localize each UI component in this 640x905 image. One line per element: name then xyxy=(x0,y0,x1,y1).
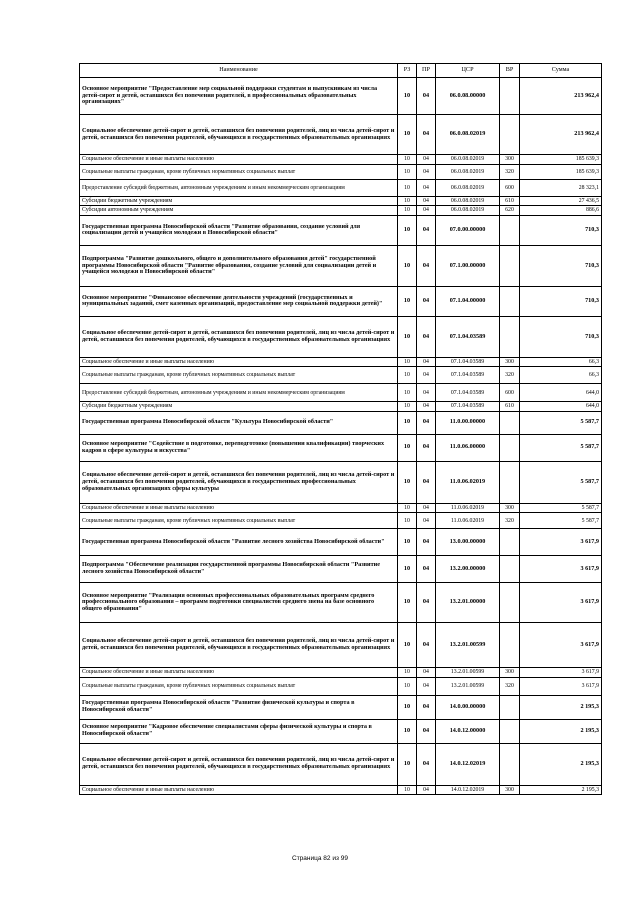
cell-rz: 10 xyxy=(398,556,417,583)
cell-vr: 300 xyxy=(500,503,520,512)
cell-vr: 320 xyxy=(500,367,520,384)
cell-sum: 3 617,9 xyxy=(520,556,602,583)
cell-rz: 10 xyxy=(398,529,417,556)
cell-sum: 66,3 xyxy=(520,357,602,366)
cell-rz: 10 xyxy=(398,719,417,743)
table-row xyxy=(80,115,602,155)
table-header-row xyxy=(80,64,602,78)
cell-pr: 04 xyxy=(417,180,436,197)
cell-csr: 14.0.00.00000 xyxy=(436,695,500,719)
cell-csr: 14.0.12.02019 xyxy=(436,785,500,794)
cell-vr xyxy=(500,695,520,719)
cell-csr: 06.0.08.02019 xyxy=(436,197,500,206)
budget-table xyxy=(79,63,602,795)
cell-rz: 10 xyxy=(398,357,417,366)
cell-rz: 10 xyxy=(398,503,417,512)
cell-vr xyxy=(500,623,520,668)
cell-csr: 13.2.01.00000 xyxy=(436,583,500,623)
cell-name: Основное мероприятие "Финансовое обеспечение деятельности учреждений (государственных и муниципальных заданий, смет казенных организаций, предоставление мер социальной поддержки детей)" xyxy=(80,286,398,316)
cell-name: Субсидии бюджетным учреждениям xyxy=(80,402,398,411)
cell-name: Государственная программа Новосибирской области "Развитие физической культуры и спорта в Новосибирской области" xyxy=(80,695,398,719)
cell-rz: 10 xyxy=(398,78,417,115)
cell-name: Основное мероприятие "Содействие в подготовке, переподготовке (повышении квалификации) творческих кадров в сфере культуры и искусства" xyxy=(80,434,398,461)
table-row xyxy=(80,503,602,512)
cell-rz: 10 xyxy=(398,513,417,529)
cell-name: Подпрограмма "Обеспечение реализации государственной программы Новосибирской области "Развитие лесного хозяйства Новосибирской области" xyxy=(80,556,398,583)
cell-csr: 13.2.01.00599 xyxy=(436,668,500,677)
cell-pr: 04 xyxy=(417,367,436,384)
cell-sum: 5 587,7 xyxy=(520,461,602,503)
cell-sum: 5 587,7 xyxy=(520,434,602,461)
cell-name: Социальное обеспечение детей-сирот и детей, оставшихся без попечения родителей, лиц из числа детей-сирот и детей, оставшихся без попечения родителей, обучающихся в государственных образовательных организациях xyxy=(80,623,398,668)
cell-vr: 610 xyxy=(500,402,520,411)
cell-pr: 04 xyxy=(417,668,436,677)
cell-name: Социальное обеспечение детей-сирот и детей, оставшихся без попечения родителей, лиц из числа детей-сирот и детей, оставшихся без попечения родителей, обучающихся в государственных образовательных организациях xyxy=(80,743,398,785)
cell-csr: 11.0.00.00000 xyxy=(436,411,500,434)
column-header-sum: Сумма xyxy=(520,64,602,78)
cell-pr: 04 xyxy=(417,215,436,245)
cell-name: Социальные выплаты гражданам, кроме публичных нормативных социальных выплат xyxy=(80,367,398,384)
table-row xyxy=(80,155,602,165)
cell-sum: 886,6 xyxy=(520,206,602,215)
cell-pr: 04 xyxy=(417,583,436,623)
cell-rz: 10 xyxy=(398,434,417,461)
cell-rz: 10 xyxy=(398,215,417,245)
cell-vr xyxy=(500,461,520,503)
cell-csr: 06.0.08.02019 xyxy=(436,206,500,215)
cell-name: Социальное обеспечение и иные выплаты населению xyxy=(80,503,398,512)
cell-vr xyxy=(500,743,520,785)
cell-csr: 06.0.08.02019 xyxy=(436,155,500,165)
cell-pr: 04 xyxy=(417,197,436,206)
cell-sum: 3 617,9 xyxy=(520,668,602,677)
cell-pr: 04 xyxy=(417,115,436,155)
cell-sum: 710,3 xyxy=(520,286,602,316)
table-row xyxy=(80,215,602,245)
cell-vr: 300 xyxy=(500,357,520,366)
cell-sum: 710,3 xyxy=(520,215,602,245)
cell-rz: 10 xyxy=(398,180,417,197)
table-row xyxy=(80,556,602,583)
cell-csr: 06.0.08.02019 xyxy=(436,115,500,155)
table-body xyxy=(80,78,602,795)
cell-vr: 300 xyxy=(500,668,520,677)
cell-vr: 600 xyxy=(500,180,520,197)
cell-csr: 07.1.00.00000 xyxy=(436,245,500,286)
cell-csr: 07.1.04.03589 xyxy=(436,357,500,366)
cell-pr: 04 xyxy=(417,357,436,366)
cell-rz: 10 xyxy=(398,668,417,677)
cell-rz: 10 xyxy=(398,367,417,384)
cell-name: Социальное обеспечение и иные выплаты населению xyxy=(80,357,398,366)
cell-name: Социальное обеспечение детей-сирот и детей, оставшихся без попечения родителей, лиц из числа детей-сирот и детей, оставшихся без попечения родителей, обучающихся в государственных образовательных организациях xyxy=(80,316,398,357)
table-row xyxy=(80,461,602,503)
cell-sum: 3 617,9 xyxy=(520,583,602,623)
table-row xyxy=(80,677,602,695)
table-row xyxy=(80,668,602,677)
cell-rz: 10 xyxy=(398,115,417,155)
cell-rz: 10 xyxy=(398,695,417,719)
table-row xyxy=(80,78,602,115)
table-row xyxy=(80,434,602,461)
cell-name: Социальные выплаты гражданам, кроме публичных нормативных социальных выплат xyxy=(80,513,398,529)
cell-pr: 04 xyxy=(417,623,436,668)
cell-csr: 11.0.06.02019 xyxy=(436,503,500,512)
table-row xyxy=(80,402,602,411)
column-header-csr: ЦСР xyxy=(436,64,500,78)
cell-vr xyxy=(500,411,520,434)
cell-pr: 04 xyxy=(417,78,436,115)
cell-pr: 04 xyxy=(417,206,436,215)
cell-rz: 10 xyxy=(398,583,417,623)
table-row xyxy=(80,286,602,316)
table-row xyxy=(80,197,602,206)
table-row xyxy=(80,743,602,785)
cell-name: Социальные выплаты гражданам, кроме публичных нормативных социальных выплат xyxy=(80,677,398,695)
cell-pr: 04 xyxy=(417,719,436,743)
cell-rz: 10 xyxy=(398,402,417,411)
cell-rz: 10 xyxy=(398,286,417,316)
table-row xyxy=(80,411,602,434)
cell-sum: 3 617,9 xyxy=(520,529,602,556)
cell-csr: 07.1.04.03589 xyxy=(436,316,500,357)
cell-vr xyxy=(500,215,520,245)
cell-sum: 213 962,4 xyxy=(520,78,602,115)
cell-sum: 5 587,7 xyxy=(520,503,602,512)
cell-name: Государственная программа Новосибирской области "Развитие лесного хозяйства Новосибирской области" xyxy=(80,529,398,556)
cell-name: Подпрограмма "Развитие дошкольного, общего и дополнительного образования детей" государственной программы Новосибирской области "Развитие образования, создание условий для социализации детей и учащейся молодежи в Новосибирской области" xyxy=(80,245,398,286)
cell-pr: 04 xyxy=(417,513,436,529)
cell-rz: 10 xyxy=(398,155,417,165)
cell-name: Субсидии автономным учреждениям xyxy=(80,206,398,215)
cell-pr: 04 xyxy=(417,461,436,503)
cell-pr: 04 xyxy=(417,165,436,180)
cell-vr: 610 xyxy=(500,197,520,206)
cell-vr xyxy=(500,286,520,316)
cell-sum: 3 617,9 xyxy=(520,623,602,668)
table-row xyxy=(80,583,602,623)
cell-sum: 644,0 xyxy=(520,384,602,402)
table-row xyxy=(80,695,602,719)
cell-sum: 710,3 xyxy=(520,316,602,357)
table-row xyxy=(80,513,602,529)
cell-csr: 07.1.04.00000 xyxy=(436,286,500,316)
cell-pr: 04 xyxy=(417,384,436,402)
cell-pr: 04 xyxy=(417,286,436,316)
cell-name: Основное мероприятие "Реализация основных профессиональных образовательных программ среднего профессионального образования – программ подготовки специалистов среднего звена на базе основного общего образования" xyxy=(80,583,398,623)
cell-csr: 13.2.01.00599 xyxy=(436,677,500,695)
cell-sum: 185 639,3 xyxy=(520,155,602,165)
cell-sum: 27 436,5 xyxy=(520,197,602,206)
cell-rz: 10 xyxy=(398,785,417,794)
cell-sum: 213 962,4 xyxy=(520,115,602,155)
cell-sum: 710,3 xyxy=(520,245,602,286)
cell-rz: 10 xyxy=(398,623,417,668)
cell-vr xyxy=(500,115,520,155)
cell-name: Основное мероприятие "Предоставление мер социальной поддержки студентам и выпускникам из числа детей-сирот и детей, оставшихся без попечения родителей, в профессиональных образовательных организациях" xyxy=(80,78,398,115)
table-row xyxy=(80,206,602,215)
cell-csr: 06.0.08.00000 xyxy=(436,78,500,115)
cell-vr: 320 xyxy=(500,165,520,180)
cell-vr xyxy=(500,556,520,583)
table-row xyxy=(80,357,602,366)
cell-csr: 11.0.06.00000 xyxy=(436,434,500,461)
cell-pr: 04 xyxy=(417,785,436,794)
cell-pr: 04 xyxy=(417,402,436,411)
cell-name: Государственная программа Новосибирской области "Развитие образования, создание условий для социализации детей и учащейся молодежи в Новосибирской области" xyxy=(80,215,398,245)
cell-name: Социальное обеспечение детей-сирот и детей, оставшихся без попечения родителей, лиц из числа детей-сирот и детей, оставшихся без попечения родителей, обучающихся в государственных образовательных организациях xyxy=(80,115,398,155)
cell-vr: 600 xyxy=(500,384,520,402)
cell-csr: 11.0.06.02019 xyxy=(436,513,500,529)
cell-sum: 2 195,3 xyxy=(520,785,602,794)
cell-pr: 04 xyxy=(417,155,436,165)
table-row xyxy=(80,245,602,286)
cell-vr xyxy=(500,529,520,556)
cell-rz: 10 xyxy=(398,197,417,206)
cell-name: Социальное обеспечение и иные выплаты населению xyxy=(80,155,398,165)
cell-sum: 5 587,7 xyxy=(520,513,602,529)
cell-name: Предоставление субсидий бюджетным, автономным учреждениям и иным некоммерческим организациям xyxy=(80,384,398,402)
cell-csr: 07.1.04.03589 xyxy=(436,402,500,411)
column-header-rz: РЗ xyxy=(398,64,417,78)
cell-csr: 06.0.08.02019 xyxy=(436,180,500,197)
cell-rz: 10 xyxy=(398,384,417,402)
cell-pr: 04 xyxy=(417,695,436,719)
cell-vr: 320 xyxy=(500,513,520,529)
cell-vr: 620 xyxy=(500,206,520,215)
cell-name: Основное мероприятие "Кадровое обеспечение специалистами сферы физической культуры и спорта в Новосибирской области" xyxy=(80,719,398,743)
cell-vr xyxy=(500,78,520,115)
cell-rz: 10 xyxy=(398,206,417,215)
cell-vr xyxy=(500,316,520,357)
cell-vr xyxy=(500,245,520,286)
cell-pr: 04 xyxy=(417,743,436,785)
cell-csr: 13.2.01.00599 xyxy=(436,623,500,668)
cell-csr: 11.0.06.02019 xyxy=(436,461,500,503)
column-header-pr: ПР xyxy=(417,64,436,78)
column-header-vr: ВР xyxy=(500,64,520,78)
cell-rz: 10 xyxy=(398,677,417,695)
cell-vr xyxy=(500,434,520,461)
page-number: Страница 82 из 99 xyxy=(292,855,348,862)
cell-pr: 04 xyxy=(417,245,436,286)
table-row xyxy=(80,623,602,668)
cell-pr: 04 xyxy=(417,434,436,461)
cell-rz: 10 xyxy=(398,411,417,434)
cell-csr: 07.0.00.00000 xyxy=(436,215,500,245)
cell-name: Социальные выплаты гражданам, кроме публичных нормативных социальных выплат xyxy=(80,165,398,180)
table-row xyxy=(80,367,602,384)
cell-vr: 300 xyxy=(500,155,520,165)
cell-rz: 10 xyxy=(398,316,417,357)
cell-csr: 06.0.08.02019 xyxy=(436,165,500,180)
cell-rz: 10 xyxy=(398,165,417,180)
cell-pr: 04 xyxy=(417,411,436,434)
cell-csr: 13.2.00.00000 xyxy=(436,556,500,583)
table-row xyxy=(80,384,602,402)
cell-pr: 04 xyxy=(417,503,436,512)
cell-vr: 300 xyxy=(500,785,520,794)
cell-rz: 10 xyxy=(398,245,417,286)
cell-sum: 3 617,9 xyxy=(520,677,602,695)
table-row xyxy=(80,529,602,556)
table-row xyxy=(80,180,602,197)
cell-name: Социальное обеспечение и иные выплаты населению xyxy=(80,785,398,794)
cell-vr xyxy=(500,719,520,743)
cell-sum: 2 195,3 xyxy=(520,719,602,743)
cell-csr: 07.1.04.03589 xyxy=(436,384,500,402)
cell-csr: 14.0.12.00000 xyxy=(436,719,500,743)
table-row xyxy=(80,316,602,357)
cell-name: Социальное обеспечение и иные выплаты населению xyxy=(80,668,398,677)
cell-rz: 10 xyxy=(398,743,417,785)
cell-name: Субсидии бюджетным учреждениям xyxy=(80,197,398,206)
table-row xyxy=(80,165,602,180)
column-header-name: Наименование xyxy=(80,64,398,78)
cell-sum: 2 195,3 xyxy=(520,695,602,719)
cell-sum: 2 195,3 xyxy=(520,743,602,785)
cell-vr: 320 xyxy=(500,677,520,695)
cell-sum: 66,3 xyxy=(520,367,602,384)
table-row xyxy=(80,719,602,743)
cell-sum: 28 323,1 xyxy=(520,180,602,197)
cell-sum: 185 639,3 xyxy=(520,165,602,180)
cell-pr: 04 xyxy=(417,316,436,357)
cell-pr: 04 xyxy=(417,556,436,583)
table-row xyxy=(80,785,602,794)
cell-sum: 5 587,7 xyxy=(520,411,602,434)
cell-rz: 10 xyxy=(398,461,417,503)
cell-csr: 14.0.12.02019 xyxy=(436,743,500,785)
cell-csr: 07.1.04.03589 xyxy=(436,367,500,384)
cell-pr: 04 xyxy=(417,677,436,695)
cell-name: Предоставление субсидий бюджетным, автономным учреждениям и иным некоммерческим организациям xyxy=(80,180,398,197)
cell-name: Государственная программа Новосибирской области "Культура Новосибирской области" xyxy=(80,411,398,434)
cell-pr: 04 xyxy=(417,529,436,556)
cell-vr xyxy=(500,583,520,623)
cell-csr: 13.0.00.00000 xyxy=(436,529,500,556)
cell-name: Социальное обеспечение детей-сирот и детей, оставшихся без попечения родителей, лиц из числа детей-сирот и детей, оставшихся без попечения родителей, обучающихся в государственных профессиональных образовательных организациях сферы культуры xyxy=(80,461,398,503)
cell-sum: 644,0 xyxy=(520,402,602,411)
